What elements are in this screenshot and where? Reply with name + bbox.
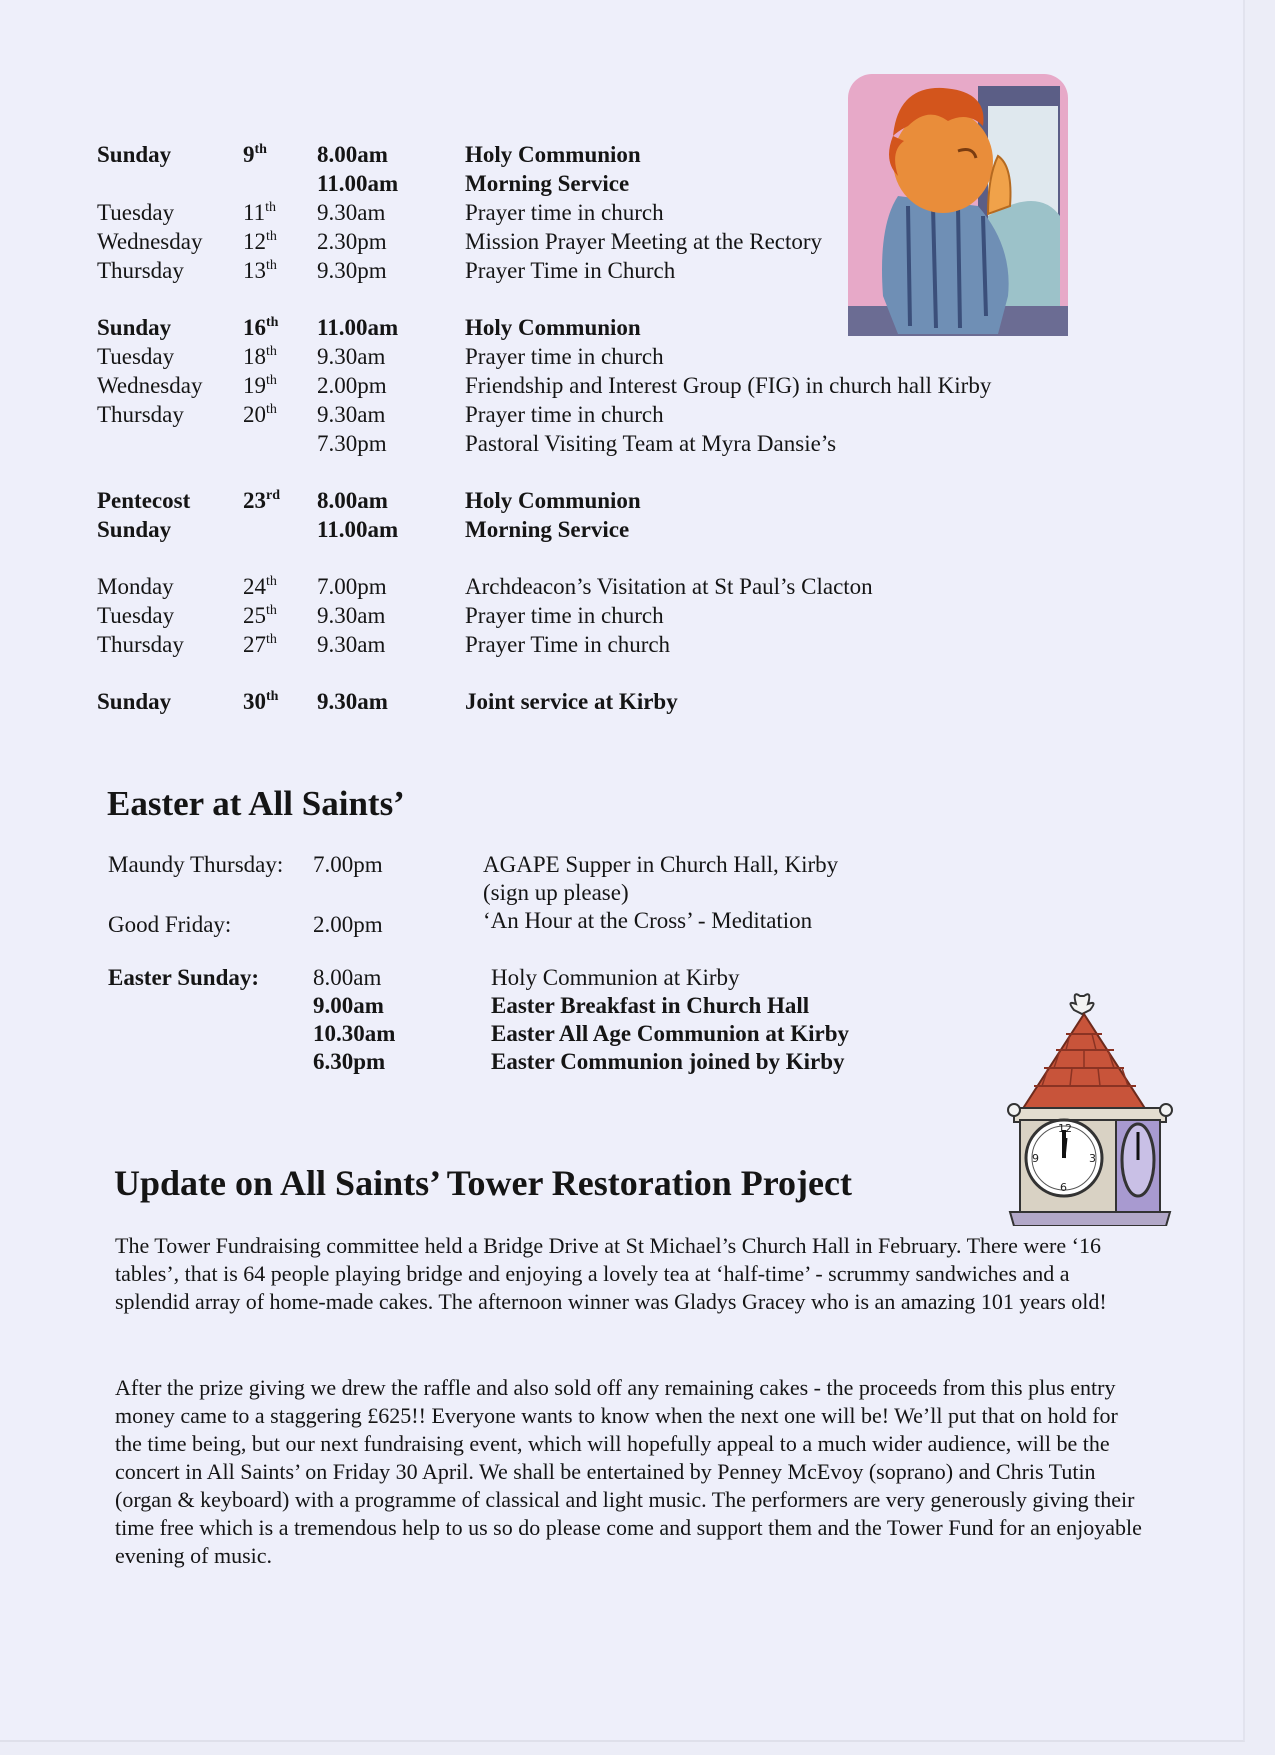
event-label: Friendship and Interest Group (FIG) in church hall Kirby [465, 373, 992, 398]
easter-heading: Easter at All Saints’ [107, 784, 405, 823]
easter-row [108, 992, 1008, 1020]
easter-row [108, 964, 1008, 992]
date-label: 18th [243, 344, 277, 369]
time-label: 2.30pm [317, 229, 387, 254]
day-label: Wednesday [97, 229, 203, 254]
day-label: Pentecost [97, 488, 191, 513]
easter-row [108, 1020, 1008, 1048]
time-label: 8.00am [317, 488, 388, 513]
day-label: Sunday [97, 142, 172, 167]
time-label: 9.30am [317, 632, 386, 657]
date-label: 27th [243, 632, 277, 657]
easter-event-label: Holy Communion at Kirby [491, 965, 740, 990]
time-label: 9.30pm [317, 258, 387, 283]
time-label: 2.00pm [317, 373, 387, 398]
easter-event-label: ‘An Hour at the Cross’ - Meditation [483, 908, 813, 933]
event-label: Holy Communion [465, 142, 641, 167]
date-label: 30th [243, 689, 279, 714]
easter-row [108, 1048, 1008, 1076]
date-label: 24th [243, 574, 277, 599]
easter-time-label: 8.00am [313, 965, 382, 990]
time-label: 8.00am [317, 142, 388, 167]
event-label: Prayer Time in Church [465, 258, 676, 283]
time-label: 9.30am [317, 344, 386, 369]
easter-time-label: 9.00am [313, 993, 384, 1018]
event-label: Joint service at Kirby [465, 689, 678, 714]
easter-day-label: Maundy Thursday: [108, 852, 284, 877]
clock-numeral: 6 [1060, 1181, 1067, 1194]
day-label: Sunday [97, 517, 172, 542]
event-label: Mission Prayer Meeting at the Rectory [465, 229, 823, 254]
date-label: 20th [243, 402, 277, 427]
day-label: Tuesday [97, 344, 175, 369]
event-label: Prayer time in church [465, 402, 664, 427]
schedule-row [97, 429, 1057, 458]
easter-time-label: 7.00pm [313, 852, 383, 877]
tower-heading: Update on All Saints’ Tower Restoration Project [114, 1163, 852, 1203]
schedule-row [97, 572, 1057, 601]
schedule-row [97, 313, 1057, 342]
easter-event-label: Easter Breakfast in Church Hall [491, 993, 810, 1018]
date-label: 19th [243, 373, 277, 398]
event-label: Pastoral Visiting Team at Myra Dansie’s [465, 431, 837, 456]
schedule-row [97, 687, 1057, 716]
day-label: Thursday [97, 258, 184, 283]
schedule-row [97, 515, 1057, 544]
easter-time-label: 2.00pm [313, 912, 383, 937]
date-label: 16th [243, 315, 279, 340]
schedule-row [97, 198, 1057, 227]
service-schedule [97, 140, 1057, 716]
schedule-row [97, 486, 1057, 515]
event-label: Holy Communion [465, 315, 641, 340]
schedule-row [97, 342, 1057, 371]
day-label: Sunday [97, 315, 172, 340]
date-label: 11th [243, 200, 277, 225]
time-label: 9.30am [317, 689, 388, 714]
clock-numeral: 9 [1032, 1152, 1039, 1165]
time-label: 9.30am [317, 603, 386, 628]
easter-day-label: Good Friday: [108, 912, 232, 937]
time-label: 11.00am [317, 315, 399, 340]
time-label: 7.00pm [317, 574, 387, 599]
day-label: Wednesday [97, 373, 203, 398]
event-label: Archdeacon’s Visitation at St Paul’s Clacton [465, 574, 873, 599]
day-label: Tuesday [97, 200, 175, 225]
event-label: Prayer time in church [465, 344, 664, 369]
day-label: Monday [97, 574, 174, 599]
easter-event-label: AGAPE Supper in Church Hall, Kirby [483, 852, 839, 877]
schedule-row [97, 256, 1057, 285]
date-label: 13th [243, 258, 277, 283]
schedule-row [97, 169, 1057, 198]
easter-time-label: 10.30am [313, 1021, 396, 1046]
date-label: 25th [243, 603, 277, 628]
schedule-row [97, 400, 1057, 429]
event-label: Morning Service [465, 171, 630, 196]
tower-paragraph [115, 1232, 1145, 1316]
easter-event-note: (sign up please) [483, 880, 629, 905]
time-label: 7.30pm [317, 431, 387, 456]
clock-tower-illustration [996, 990, 1180, 1226]
schedule-row [97, 140, 1057, 169]
easter-event-label: Easter Communion joined by Kirby [491, 1049, 845, 1074]
event-label: Holy Communion [465, 488, 641, 513]
paragraph-text: The Tower Fundraising committee held a Bridge Drive at St Michael’s Church Hall in February. There were ‘16 tables’, that is 64 people playing bridge and enjoying a lovely tea at ‘half-time’ - scrummy sandwiches and a splendid array of home-made cakes. The afternoon winner was Gladys Gracey who is an amazing 101 years old! [115, 1233, 1107, 1314]
easter-event-label: Easter All Age Communion at Kirby [491, 1021, 850, 1046]
easter-row [108, 907, 1008, 964]
time-label: 9.30am [317, 402, 386, 427]
schedule-row [97, 630, 1057, 659]
easter-row [108, 879, 1008, 907]
day-label: Thursday [97, 402, 184, 427]
event-label: Prayer time in church [465, 200, 664, 225]
easter-day-label: Easter Sunday: [108, 965, 260, 990]
event-label: Prayer Time in church [465, 632, 671, 657]
day-label: Thursday [97, 632, 184, 657]
clock-numeral: 12 [1058, 1122, 1072, 1135]
day-label: Tuesday [97, 603, 175, 628]
easter-schedule [108, 851, 1008, 1076]
schedule-row [97, 371, 1057, 400]
schedule-row [97, 601, 1057, 630]
event-label: Morning Service [465, 517, 630, 542]
date-label: 9th [243, 142, 267, 167]
day-label: Sunday [97, 689, 172, 714]
time-label: 9.30am [317, 200, 386, 225]
clock-numeral: 3 [1089, 1152, 1096, 1165]
time-label: 11.00am [317, 517, 399, 542]
schedule-row [97, 227, 1057, 256]
easter-time-label: 6.30pm [313, 1049, 386, 1074]
paragraph-text: After the prize giving we drew the raffle and also sold off any remaining cakes - the proceeds from this plus entry money came to a staggering £625!! Everyone wants to know when the next one will be! We’ll put that on hold for the time being, but our next fundraising event, which will hopefully appeal to a much wider audience, will be the concert in All Saints’ on Friday 30 April. We shall be entertained by Penney McEvoy (soprano) and Chris Tutin (organ & keyboard) with a programme of classical and light music. The performers are very generously giving their time free which is a tremendous help to us so do please come and support them and the Tower Fund for an enjoyable evening of music. [115, 1375, 1142, 1568]
event-label: Prayer time in church [465, 603, 664, 628]
tower-paragraph [115, 1374, 1145, 1570]
date-label: 23rd [243, 488, 280, 513]
time-label: 11.00am [317, 171, 399, 196]
easter-row [108, 851, 1008, 879]
date-label: 12th [243, 229, 277, 254]
